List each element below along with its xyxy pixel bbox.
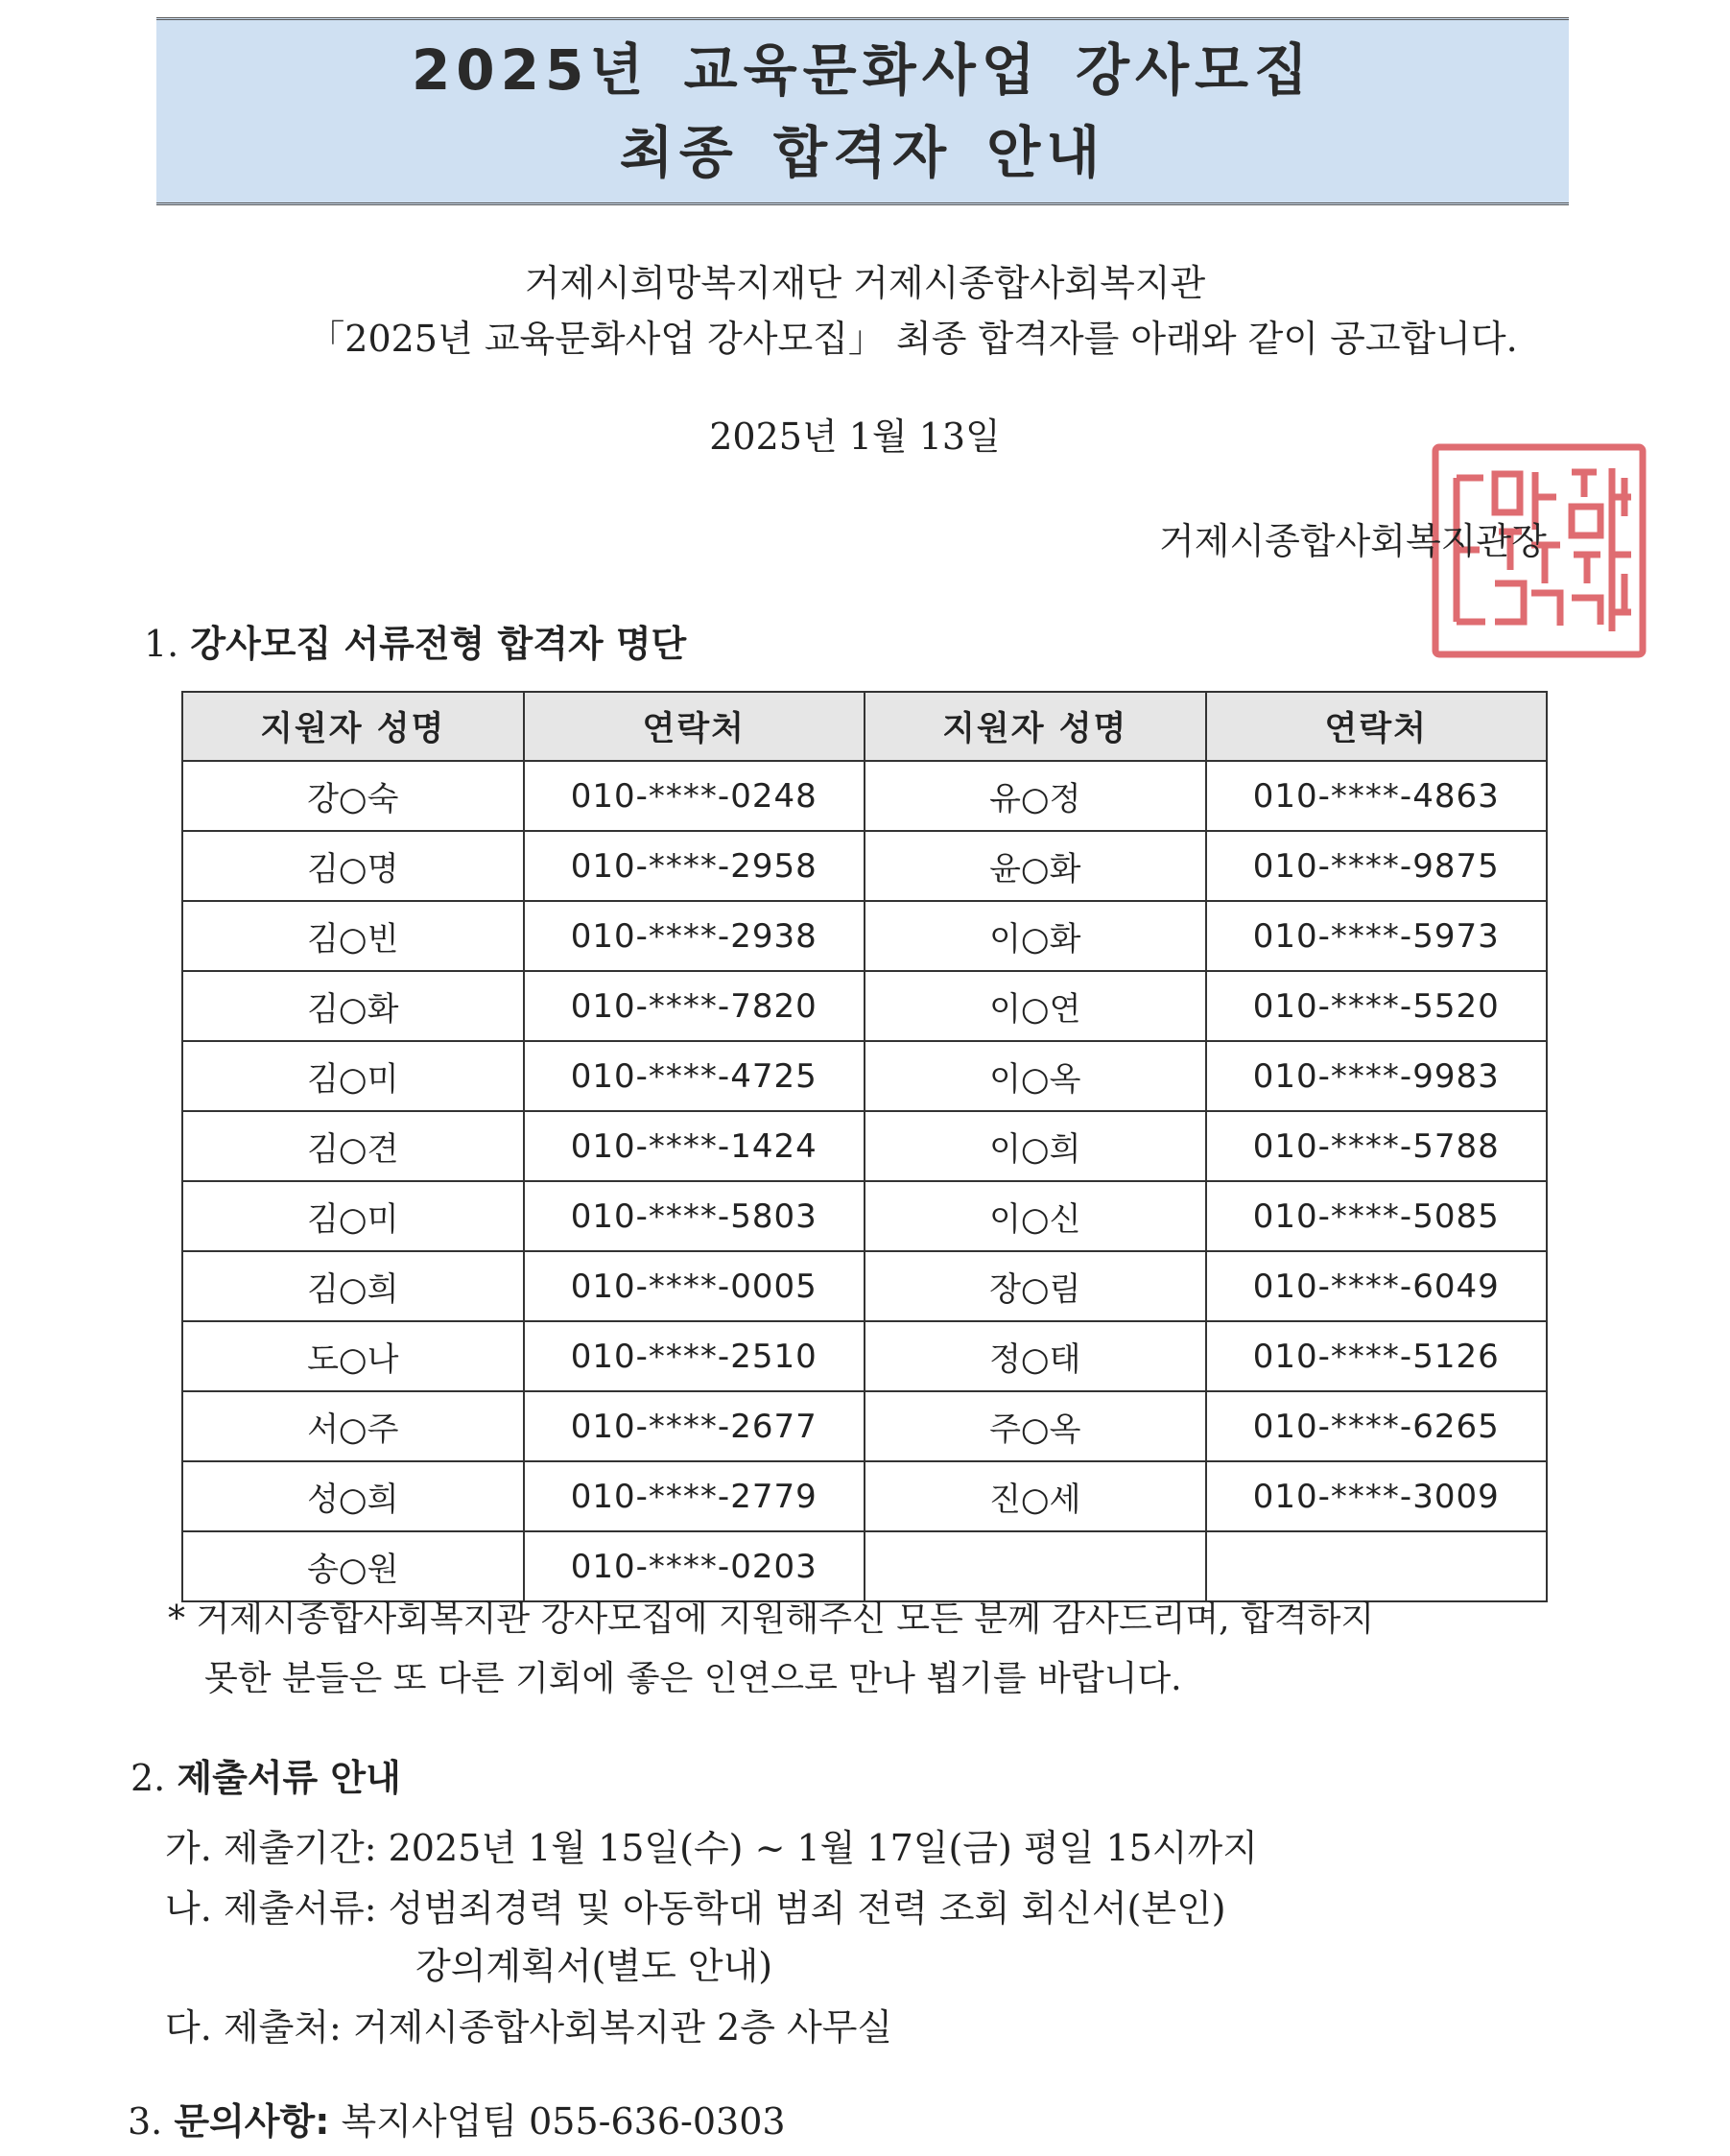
applicant-phone: 010-****-9983 <box>1206 1041 1548 1111</box>
applicant-phone: 010-****-5126 <box>1206 1321 1548 1391</box>
applicant-phone: 010-****-5788 <box>1206 1111 1548 1181</box>
applicant-name: 김○화 <box>182 971 524 1041</box>
period-label: 가. 제출기간: <box>165 1827 377 1869</box>
applicant-phone: 010-****-1424 <box>524 1111 865 1181</box>
applicant-name: 김○미 <box>182 1181 524 1251</box>
applicant-name: 김○견 <box>182 1111 524 1181</box>
applicant-name: 주○옥 <box>865 1391 1206 1461</box>
applicant-phone: 010-****-5520 <box>1206 971 1548 1041</box>
applicant-name: 이○신 <box>865 1181 1206 1251</box>
period-value: 2025년 1월 15일(수) ~ 1월 17일(금) 평일 15시까지 <box>388 1827 1258 1869</box>
table-row <box>182 901 1547 971</box>
applicant-phone: 010-****-0005 <box>524 1251 865 1321</box>
applicant-name: 서○주 <box>182 1391 524 1461</box>
applicant-name: 도○나 <box>182 1321 524 1391</box>
section-1-heading <box>144 614 686 667</box>
applicant-phone: 010-****-2938 <box>524 901 865 971</box>
submission-place <box>165 1998 892 2050</box>
header-name-2: 지원자 성명 <box>865 692 1206 761</box>
applicant-name: 김○희 <box>182 1251 524 1321</box>
applicant-name: 윤○화 <box>865 831 1206 901</box>
table-row <box>182 1181 1547 1251</box>
title-line-1: 2025년 교육문화사업 강사모집 <box>411 37 1315 103</box>
applicant-phone: 010-****-2779 <box>524 1461 865 1531</box>
title-banner <box>156 17 1569 205</box>
thank-you-note <box>168 1590 1530 1709</box>
intro-line-2: 「2025년 교육문화사업 강사모집」 최종 합격자를 아래와 같이 공고합니다. <box>308 318 1518 360</box>
title-line-2: 최종 합격자 안내 <box>619 120 1106 185</box>
table-row <box>182 1251 1547 1321</box>
applicant-name: 이○희 <box>865 1111 1206 1181</box>
inquiry-value: 복지사업팀 055-636-0303 <box>341 2100 786 2143</box>
applicant-name: 이○옥 <box>865 1041 1206 1111</box>
table-row <box>182 761 1547 831</box>
table-row <box>182 1321 1547 1391</box>
applicant-phone: 010-****-7820 <box>524 971 865 1041</box>
inquiry-label: 문의사항: <box>174 2100 330 2143</box>
applicant-phone: 010-****-0248 <box>524 761 865 831</box>
applicant-name: 성○희 <box>182 1461 524 1531</box>
applicant-table <box>181 691 1548 1602</box>
docs-label: 나. 제출서류: <box>165 1887 377 1930</box>
applicant-phone: 010-****-2510 <box>524 1321 865 1391</box>
table-header-row <box>182 692 1547 761</box>
header-phone-2: 연락처 <box>1206 692 1548 761</box>
section-2-number: 2. <box>130 1757 166 1799</box>
section-1-number: 1. <box>144 623 179 665</box>
section-3-number: 3. <box>128 2100 163 2143</box>
applicant-phone: 010-****-6049 <box>1206 1251 1548 1321</box>
header-name-1: 지원자 성명 <box>182 692 524 761</box>
section-2-heading <box>130 1748 401 1801</box>
applicant-name: 장○림 <box>865 1251 1206 1321</box>
applicant-phone: 010-****-5803 <box>524 1181 865 1251</box>
applicant-name: 송○원 <box>182 1531 524 1601</box>
note-line-2: 못한 분들은 또 다른 기회에 좋은 인연으로 만나 뵙기를 바랍니다. <box>204 1659 1182 1698</box>
table-row <box>182 971 1547 1041</box>
table-row <box>182 1041 1547 1111</box>
applicant-phone: 010-****-0203 <box>524 1531 865 1601</box>
section-1-title: 강사모집 서류전형 합격자 명단 <box>190 623 687 665</box>
applicant-phone: 010-****-3009 <box>1206 1461 1548 1531</box>
applicant-name: 김○빈 <box>182 901 524 971</box>
applicant-phone: 010-****-2677 <box>524 1391 865 1461</box>
header-phone-1: 연락처 <box>524 692 865 761</box>
docs-value-1: 성범죄경력 및 아동학대 범죄 전력 조회 회신서(본인) <box>388 1887 1226 1930</box>
applicant-name: 강○숙 <box>182 761 524 831</box>
applicant-name: 진○세 <box>865 1461 1206 1531</box>
applicant-name: 이○연 <box>865 971 1206 1041</box>
applicant-phone: 010-****-6265 <box>1206 1391 1548 1461</box>
place-value: 거제시종합사회복지관 2층 사무실 <box>352 2006 893 2049</box>
applicant-name: 김○명 <box>182 831 524 901</box>
table-row <box>182 1391 1547 1461</box>
submission-period <box>165 1818 1258 1871</box>
applicant-name: 이○화 <box>865 901 1206 971</box>
applicant-name: 정○태 <box>865 1321 1206 1391</box>
applicant-phone: 010-****-5973 <box>1206 901 1548 971</box>
announcement-date: 2025년 1월 13일 <box>709 415 1001 458</box>
applicant-phone: 010-****-4863 <box>1206 761 1548 831</box>
note-line-1: * 거제시종합사회복지관 강사모집에 지원해주신 모든 분께 감사드리며, 합격하지 <box>168 1599 1375 1639</box>
applicant-name: 김○미 <box>182 1041 524 1111</box>
applicant-name: 유○정 <box>865 761 1206 831</box>
intro-text <box>0 255 1730 367</box>
applicant-phone: 010-****-9875 <box>1206 831 1548 901</box>
signer-name: 거제시종합사회복지관장 <box>1159 520 1547 562</box>
table-row <box>182 1111 1547 1181</box>
applicant-phone: 010-****-2958 <box>524 831 865 901</box>
place-label: 다. 제출처: <box>165 2006 342 2049</box>
section-2-title: 제출서류 안내 <box>177 1757 401 1799</box>
applicant-phone: 010-****-4725 <box>524 1041 865 1111</box>
table-row <box>182 831 1547 901</box>
applicant-phone: 010-****-5085 <box>1206 1181 1548 1251</box>
submission-documents <box>165 1879 1226 1931</box>
docs-value-2: 강의계획서(별도 안내) <box>415 1945 773 1987</box>
table-row <box>182 1461 1547 1531</box>
section-3-inquiry <box>128 2092 786 2144</box>
intro-line-1: 거제시희망복지재단 거제시종합사회복지관 <box>524 262 1206 304</box>
